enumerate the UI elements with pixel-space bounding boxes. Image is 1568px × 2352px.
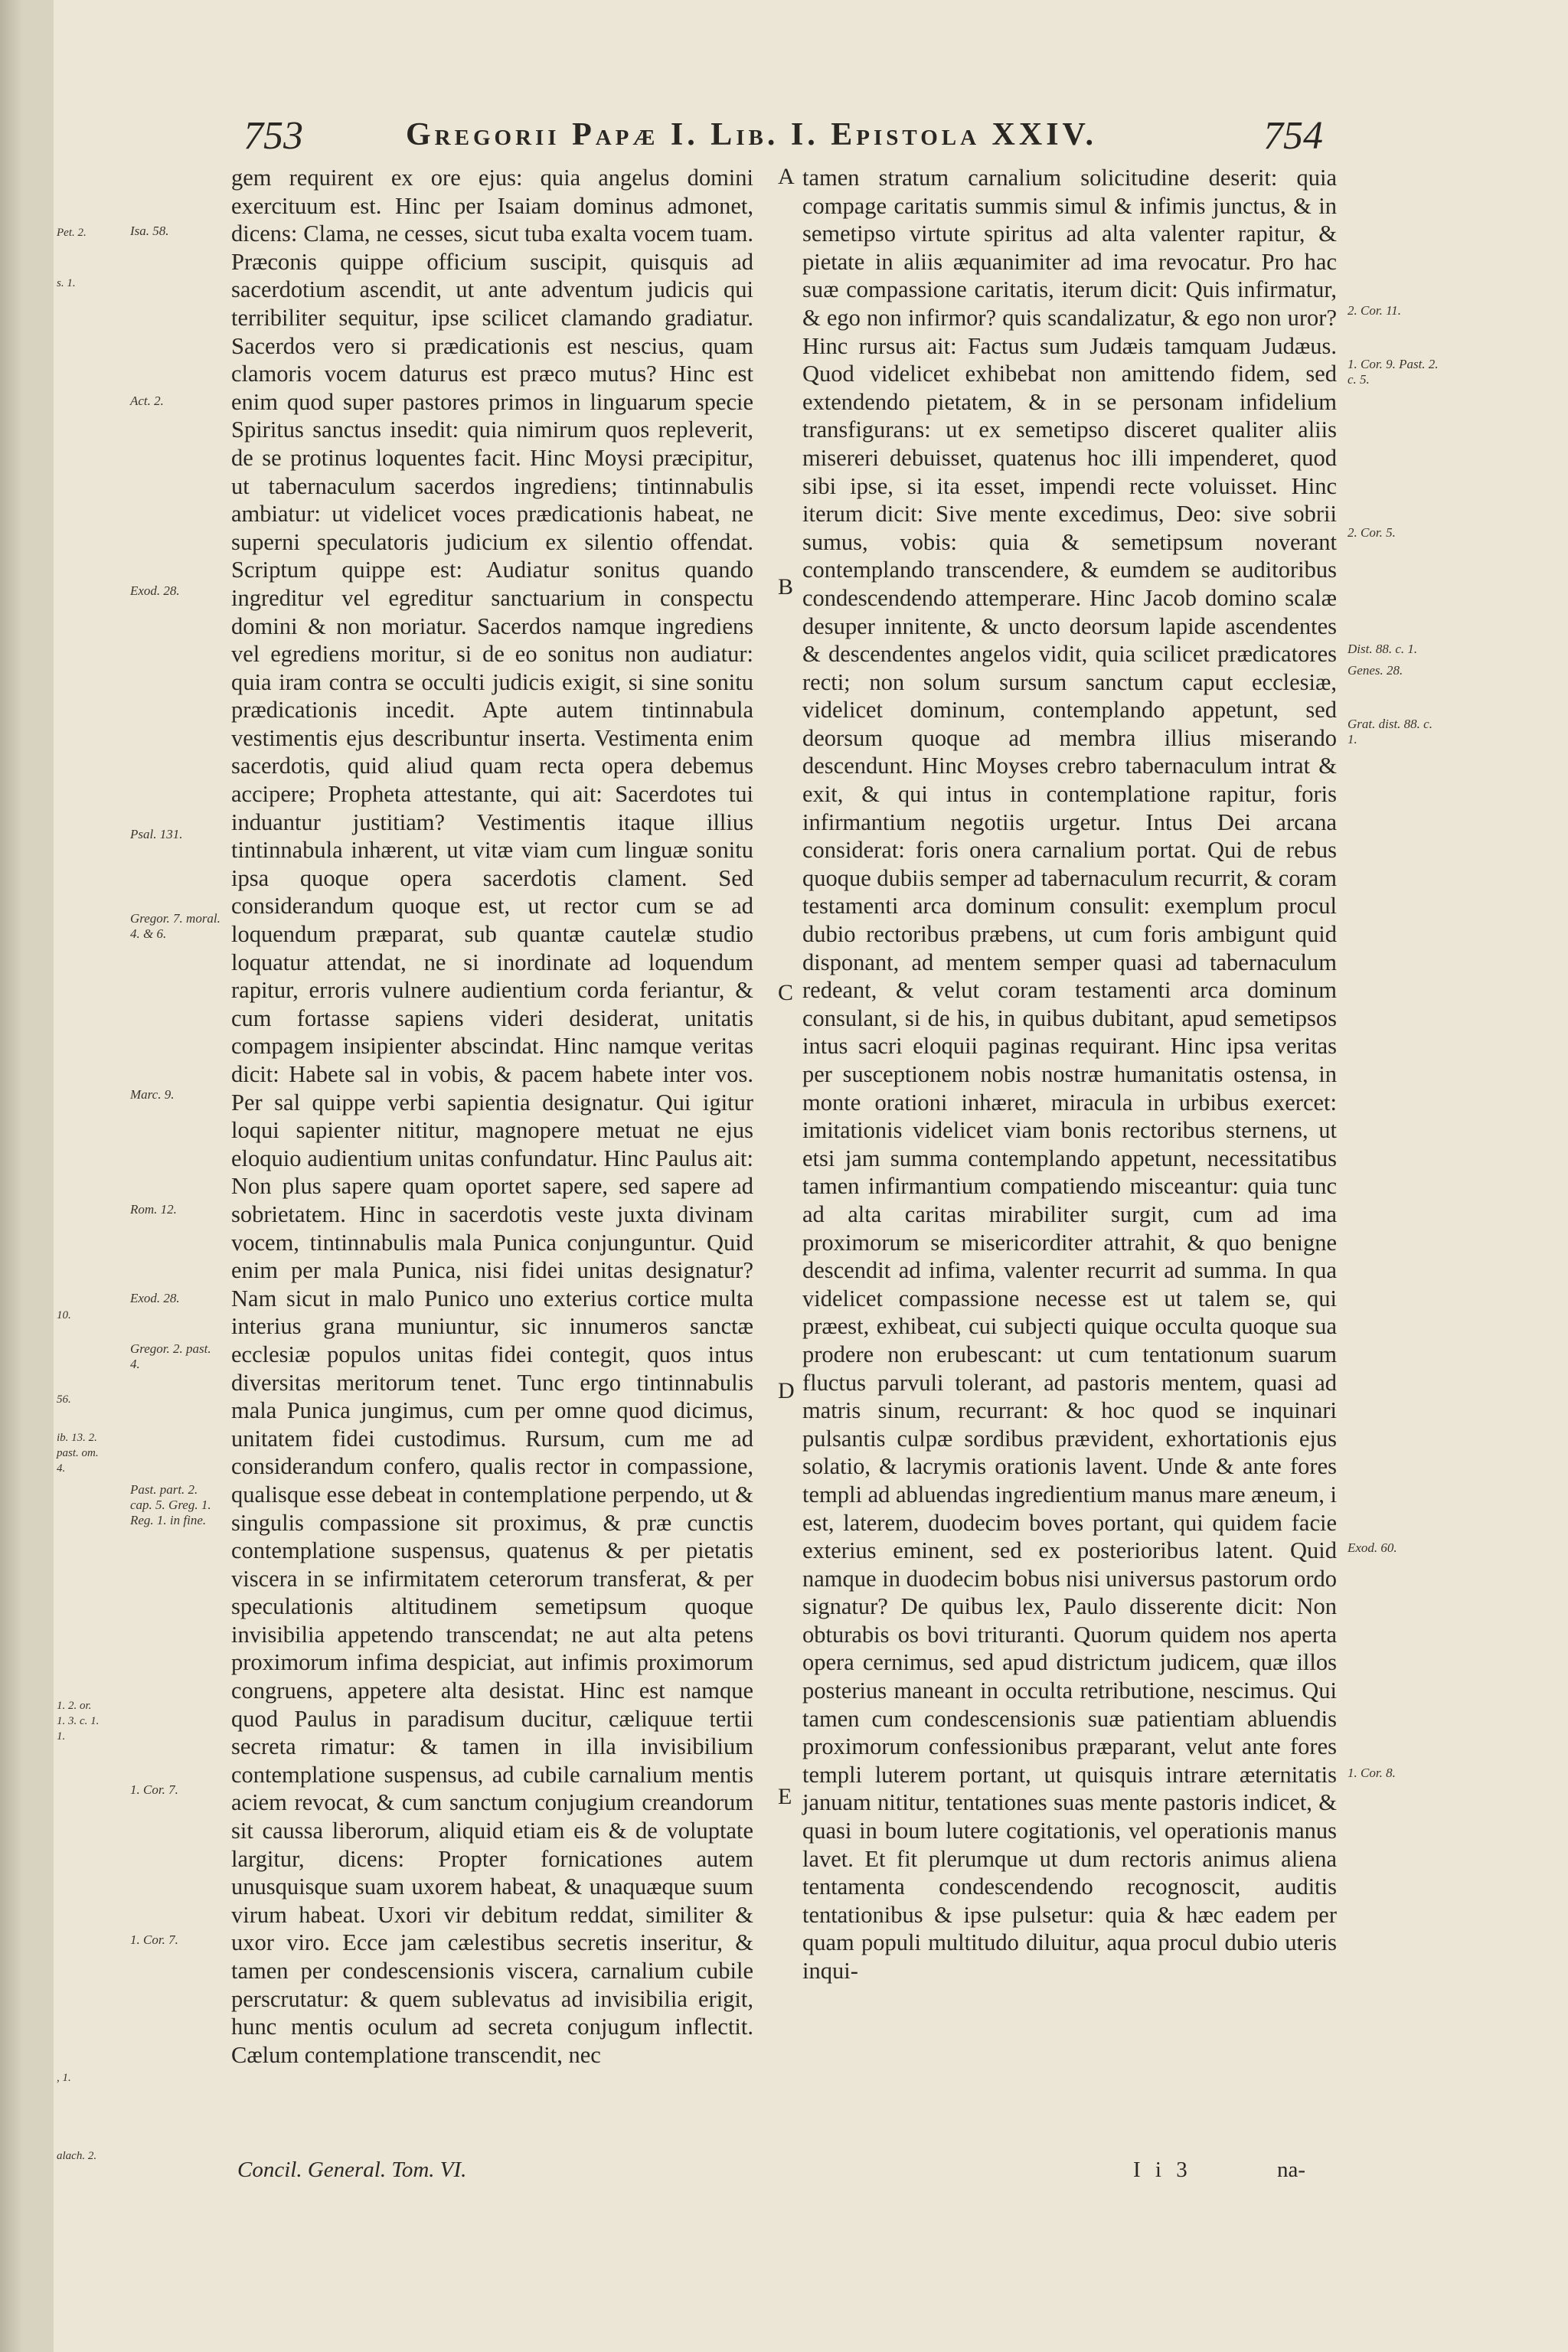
margin-note-1-cor-9: 1. Cor. 9. Past. 2. c. 5. xyxy=(1348,357,1439,387)
section-letter-a: A xyxy=(778,164,795,189)
far-left-fragment: 56. xyxy=(57,1393,71,1406)
margin-note-marc: Marc. 9. xyxy=(130,1087,175,1102)
margin-note-isa: Isa. 58. xyxy=(130,224,169,238)
margin-note-past-part: Past. part. 2. cap. 5. Greg. 1. Reg. 1. in fine. xyxy=(130,1482,211,1527)
margin-note-grat-dist: Grat. dist. 88. c. 1. xyxy=(1348,717,1432,746)
far-left-fragment: ib. 13. 2. past. om. 4. xyxy=(57,1432,99,1475)
book-page xyxy=(54,0,1568,2352)
left-text-column xyxy=(231,164,753,2069)
margin-note-2-cor-11: 2. Cor. 11. xyxy=(1348,303,1402,318)
margin-note-gregor-past: Gregor. 2. past. 4. xyxy=(130,1341,211,1371)
far-left-fragment: s. 1. xyxy=(57,277,76,289)
far-left-fragment: Pet. 2. xyxy=(57,227,87,239)
section-letter-d: D xyxy=(778,1378,795,1403)
far-left-fragment: alach. 2. xyxy=(57,2150,97,2162)
far-left-fragment: 1. 2. or. 1. 3. c. 1. 1. xyxy=(57,1700,100,1743)
section-letter-c: C xyxy=(778,980,794,1005)
margin-note-gregor-moral: Gregor. 7. moral. 4. & 6. xyxy=(130,911,220,941)
running-header xyxy=(191,113,1493,167)
margin-note-psal: Psal. 131. xyxy=(130,827,183,841)
footer-signature-mark: I i 3 xyxy=(1133,2158,1192,2182)
margin-note-cor-2: 1. Cor. 7. xyxy=(130,1932,178,1947)
margin-note-exod-2: Exod. 28. xyxy=(130,1291,180,1305)
section-letter-b: B xyxy=(778,574,794,599)
margin-note-1-cor-8: 1. Cor. 8. xyxy=(1348,1766,1396,1780)
footer-catchword: na- xyxy=(1277,2158,1306,2182)
margin-note-cor: 1. Cor. 7. xyxy=(130,1782,178,1797)
margin-note-dist: Dist. 88. c. 1. xyxy=(1348,642,1418,656)
running-title: Gregorii Papæ I. Lib. I. Epistola XXIV. xyxy=(406,117,1097,152)
page-gutter xyxy=(0,0,23,2352)
left-column-text: gem requirent ex ore ejus: quia angelus domini exercituum est. Hinc per Isaiam dominus admonet, dicens: Clama, ne cesses, sicut tuba exalta vocem tuam. Præconis quippe officium suscipit, quisquis ad sacerdotium ascendit, ut ante adventum judicis qui terribiliter sequitur, ipse scilicet clamando gradiatur. Sacerdos vero si prædicationis est nescius, quam clamoris vocem daturus est præco mutus? Hinc est enim quod super pastores primos in linguarum specie Spiritus sanctus insedit: quia nimirum quos repleverit, de se protinus loquentes facit. Hinc Moysi præcipitur, ut tabernaculum sacerdos ingrediens; tintinnabulis ambiatur: ut videlicet voces prædicationis habeat, ne superni speculatoris judicium ex silentio offendat. Scriptum quippe est: Audiatur sonitus quando ingreditur vel egreditur sanctuarium in conspectu domini & non moriatur. Sacerdos namque ingrediens vel egrediens moritur, si de eo sonitus non audiatur: quia iram contra se occulti judicis exigit, si sine sonitu prædicationis incedit. Apte autem tintinnabula vestimentis ejus describuntur inserta. Vestimenta enim sacerdotis, quid aliud quam recta opera debemus accipere; Propheta attestante, qui ait: Sacerdotes tui induantur justitiam? Vestimentis itaque illius tintinnabula inhærent, ut vitæ viam cum linguæ sonitu ipsa quoque opera sacerdotis clament. Sed considerandum quoque est, ut rector cum se ad loquendum præparat, sub quantæ cautelæ studio loquatur attendat, ne si inordinate ad loquendum rapitur, erroris vulnere audientium corda feriantur, & cum fortasse sapiens videri desiderat, unitatis compagem insipienter abscindat. Hinc namque veritas dicit: Habete sal in vobis, & pacem habete inter vos. Per sal quippe verbi sapientia designatur. Qui igitur loqui sapienter nititur, magnopere metuat ne ejus eloquio audientium unitas confundatur. Hinc Paulus ait: Non plus sapere quam oportet sapere, sed sapere ad sobrietatem. Hinc in sacerdotis veste juxta divinam vocem, tintinnabulis mala Punica conjunguntur. Quid enim per mala Punica, nisi fidei unitas designatur? Nam sicut in malo Punico uno exterius cortice multa interius grana muniuntur, sic innumeros sanctæ ecclesiæ populos unitas fidei contegit, quos intus diversitas meritorum tenet. Tunc ergo tintinnabulis mala Punica jungimus, cum per omne quod dicimus, unitatem fidei custodimus. Rursum, cum me ad considerandum confero, qualis rector in compassione, qualisque esse debeat in contemplatione perpendo, ut & singulis compassione sit proximus, & præ cunctis contemplatione suspensus, quatenus & per pietatis viscera in se infirmitatem ceterorum transferat, & per speculationis altitudinem semetipsum quoque invisibilia appetendo transcendat; ne aut alta petens proximorum infima despiciat, aut infimis proximorum congruens, appetere alta desistat. Hinc est namque quod Paulus in paradisum ducitur, cæliquue tertii secreta rimatur: & tamen in illa invisibilium contemplatione suspensus, ad cubile carnalium mentis aciem revocat, & cum sanctum conjugium creandorum sit caussa liberorum, aliquid etiam eis & de voluptate largitur, dicens: Propter fornicationes autem unusquisque suam uxorem habeat, & unaquæque suum virum habeat. Uxori vir debitum reddat, similiter & uxor viro. Ecce jam cælestibus secretis inseritur, & tamen per condescensionis viscera, carnalium cubile perscrutatur: & quem sublevatus ad invisibilia erigit, hunc mentis oculum ad secreta conjugum inflectit. Cælum contemplatione transcendit, nec xyxy=(231,165,753,2068)
section-letter-e: E xyxy=(778,1784,792,1809)
margin-note-exod-60: Exod. 60. xyxy=(1348,1540,1397,1555)
right-page-number: 754 xyxy=(1263,114,1323,158)
left-page-number: 753 xyxy=(243,114,303,158)
margin-note-2-cor-5: 2. Cor. 5. xyxy=(1348,525,1396,540)
margin-note-genes: Genes. 28. xyxy=(1348,663,1403,678)
margin-note-act: Act. 2. xyxy=(130,394,164,408)
far-left-fragment: 10. xyxy=(57,1309,71,1321)
right-text-column xyxy=(802,164,1337,1985)
right-column-text: tamen stratum carnalium solicitudine deserit: quia compage caritatis summis simul & infimis junctus, & in semetipso virtute spiritus ad alta valenter rapitur, & pietate in aliis æquanimiter ad ima revocatur. Pro hac suæ compassione caritatis, iterum dicit: Quis infirmatur, & ego non infirmor? quis scandalizatur, & ego non uror? Hinc rursus ait: Factus sum Judæis tamquam Judæus. Quod videlicet exhibebat non amittendo fidem, sed extendendo pietatem, & in se personam infidelium transfigurans: ut ex semetipso disceret qualiter aliis misereri debuisset, quatenus hoc illi impenderet, quod sibi ipse, si ita esset, impendi recte voluisset. Hinc iterum dicit: Sive mente excedimus, Deo: sive sobrii sumus, vobis: quia & semetipsum noverant contemplando transcendere, & eumdem se auditoribus condescendendo attemperare. Hinc Jacob domino scalæ desuper innitente, & uncto deorsum lapide ascendentes & descendentes angelos vidit, quia scilicet prædicatores recti; non solum sursum sanctum caput ecclesiæ, videlicet dominum, contemplando appetunt, sed deorsum quoque ad membra illius miserando descendunt. Hinc Moyses crebro tabernaculum intrat & exit, & qui intus in contemplatione rapitur, foris infirmantium negotiis urgetur. Intus Dei arcana considerat: foris onera carnalium portat. Qui de rebus quoque dubiis semper ad tabernaculum recurrit, & coram testamenti arca dominum consulit: exemplum procul dubio rectoribus præbens, ut cum foris ambigunt quid disponant, ad mentem semper quasi ad tabernaculum redeant, & velut coram testamenti arca dominum consulant, si de his, in quibus dubitant, apud semetipsos intus sacri eloquii paginas requirant. Hinc ipsa veritas per susceptionem nobis nostræ humanitatis ostensa, in monte orationi inhæret, miracula in urbibus exercet: imitationis videlicet viam bonis rectoribus sternens, ut etsi jam summa contemplando appetunt, necessitatibus tamen infirmantium compatiendo misceantur: quia tunc ad alta caritas mirabiliter surgit, cum ad ima proximorum se misericorditer attrahit, & quo benigne descendit ad infima, valenter recurrit ad summa. In qua videlicet compassione necesse est ut talem se, qui præest, exhibeat, cui subjecti quique occulta quoque sua prodere non erubescant: ut cum tentationum suarum fluctus parvuli tolerant, ad pastoris mentem, quasi ad matris sinum, recurrant: & hoc quod se inquinari pulsantis culpæ sordibus prævident, exhortationis ejus solatio, & lacrymis orationis lavent. Unde & ante fores templi ad abluendas ingredientium manus mare æneum, i est, laterem, duodecim boves portant, qui quidem facie exterius eminent, sed ex posterioribus latent. Quid namque in duodecim bobus nisi universus pastorum ordo signatur? De quibus lex, Paulo disserente dicit: Non obturabis os bovi trituranti. Quorum quidem nos aperta opera cernimus, sed apud districtum judicem, quæ illos posterius maneant in occulta retributione, nescimus. Qui tamen cum condescensionis suæ patientiam abluendis proximorum confessionibus præparant, velut ante fores templi luterem portant, ut quisquis intrare æternitatis januam nititur, tentationes suas mente pastoris indicet, & quasi in boum lutere cogitationis, vel operationis manus lavet. Et fit plerumque ut dum rectoris animus aliena tentamenta condescendendo recognoscit, auditis tentationibus & ipse pulsetur: quia & hæc eadem per quam populi multitudo diluitur, aqua procul dubio uteris inqui- xyxy=(802,165,1337,1984)
footer-volume-line: Concil. General. Tom. VI. xyxy=(237,2158,467,2182)
margin-note-exod: Exod. 28. xyxy=(130,583,180,598)
margin-note-rom: Rom. 12. xyxy=(130,1202,177,1217)
far-left-fragment: , 1. xyxy=(57,2072,71,2084)
